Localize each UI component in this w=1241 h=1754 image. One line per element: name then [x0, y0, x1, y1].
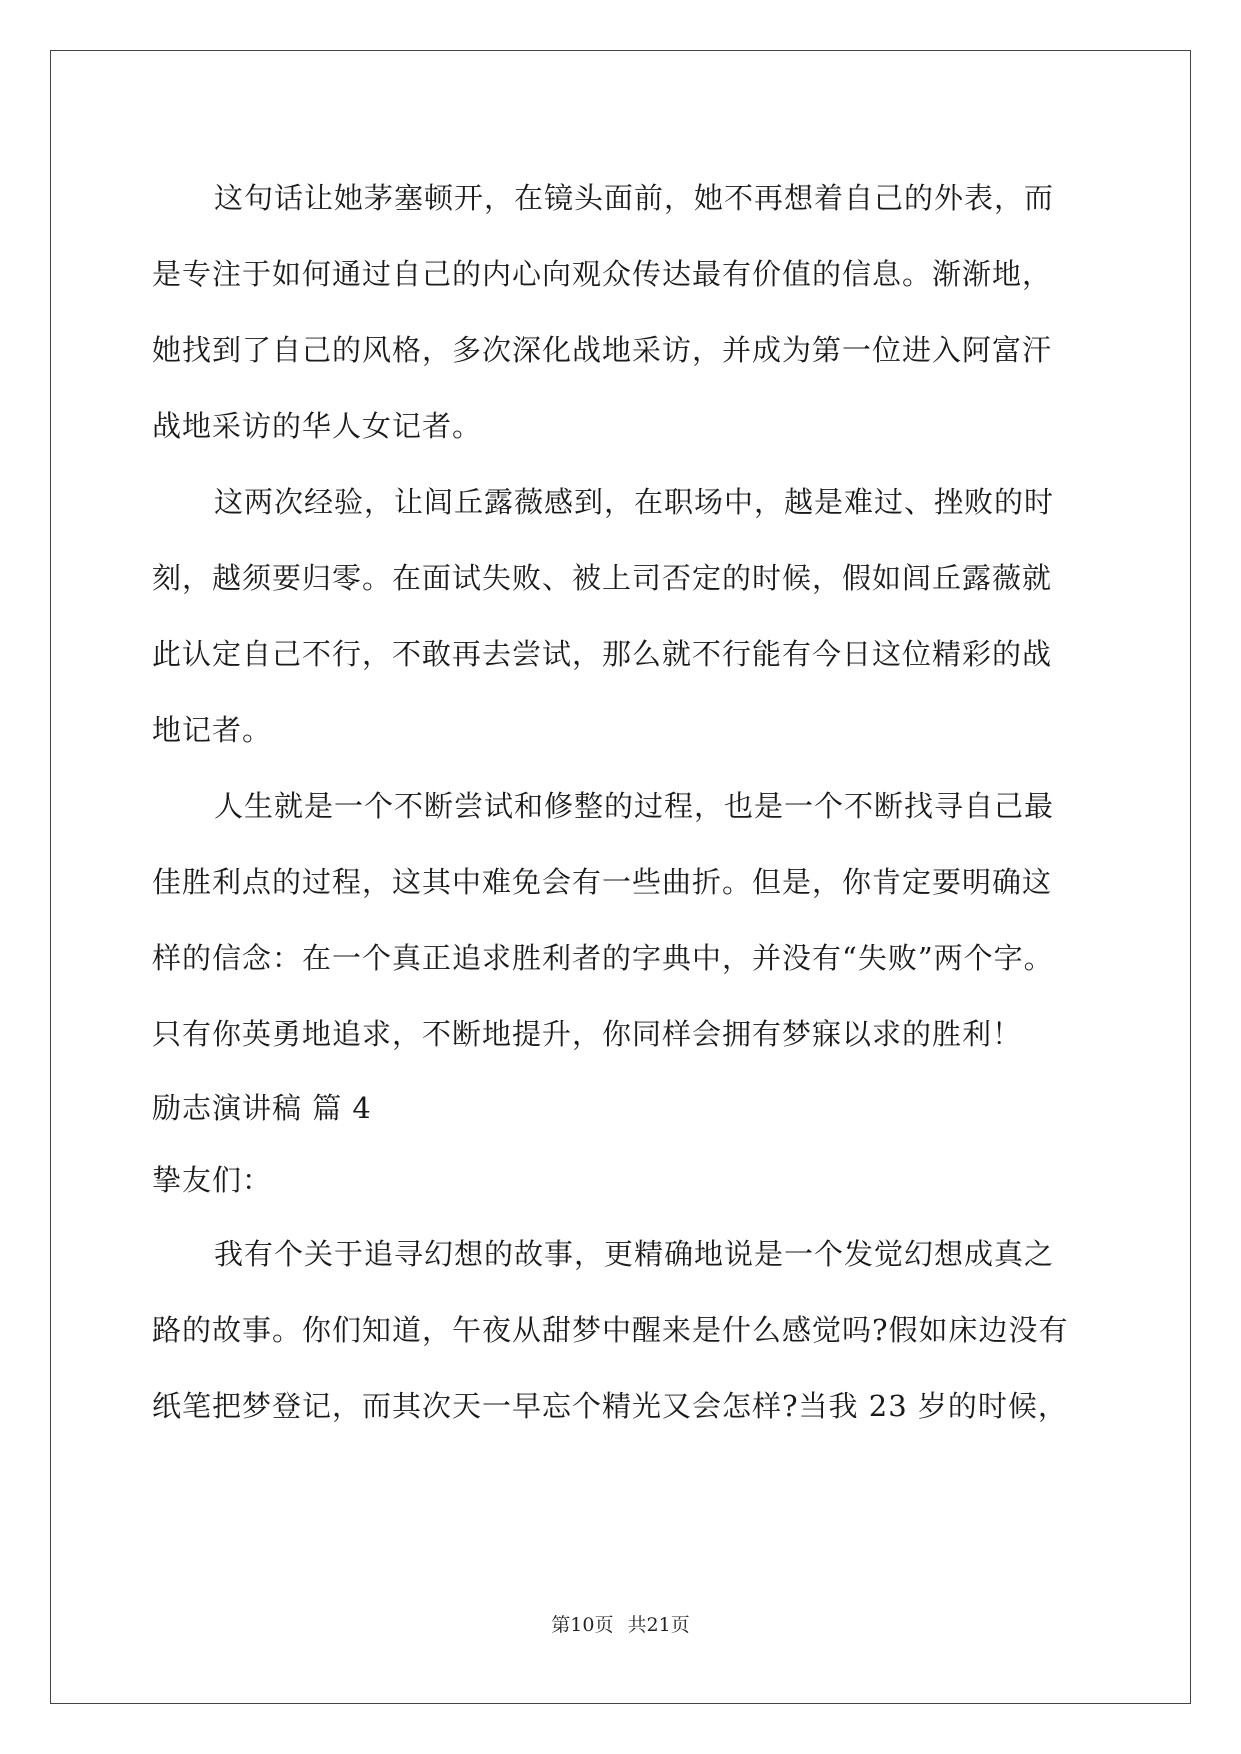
- paragraph-2-line-2: 刻，越须要归零。在面试失败、被上司否定的时候，假如闾丘露薇就: [152, 561, 1053, 595]
- current-page-number: 第10页: [551, 1614, 614, 1636]
- paragraph-3-line-3: 样的信念：在一个真正追求胜利者的字典中，并没有“失败”两个字。: [152, 941, 1054, 975]
- paragraph-1-line-1: 这句话让她茅塞顿开，在镜头面前，她不再想着自己的外表，而: [214, 181, 1055, 215]
- page-footer: [0, 1610, 1241, 1637]
- paragraph-1-line-2: 是专注于如何通过自己的内心向观众传达最有价值的信息。渐渐地，: [152, 257, 1053, 291]
- paragraph-4-line-1: 我有个关于追寻幻想的故事，更精确地说是一个发觉幻想成真之: [214, 1237, 1055, 1271]
- paragraph-4-line-3: 纸笔把梦登记，而其次天一早忘个精光又会怎样?当我 23 岁的时候，: [152, 1389, 1068, 1423]
- paragraph-3-line-1: 人生就是一个不断尝试和修整的过程，也是一个不断找寻自己最: [214, 789, 1055, 823]
- paragraph-3-line-2: 佳胜利点的过程，这其中难免会有一些曲折。但是，你肯定要明确这: [152, 865, 1053, 899]
- paragraph-2-line-4: 地记者。: [152, 713, 273, 747]
- section-title: 励志演讲稿 篇 4: [152, 1091, 372, 1125]
- paragraph-1-line-4: 战地采访的华人女记者。: [152, 409, 483, 443]
- paragraph-4-line-2: 路的故事。你们知道，午夜从甜梦中醒来是什么感觉吗?假如床边没有: [152, 1313, 1069, 1347]
- paragraph-3-line-4: 只有你英勇地追求，不断地提升，你同样会拥有梦寐以求的胜利！: [152, 1017, 1023, 1051]
- paragraph-2-line-1: 这两次经验，让闾丘露薇感到，在职场中，越是难过、挫败的时: [214, 485, 1055, 519]
- paragraph-1-line-3: 她找到了自己的风格，多次深化战地采访，并成为第一位进入阿富汗: [152, 333, 1053, 367]
- document-body: [152, 160, 1092, 1444]
- total-page-count: 共21页: [627, 1614, 690, 1636]
- salutation: 挚友们：: [152, 1163, 273, 1197]
- paragraph-2-line-3: 此认定自己不行，不敢再去尝试，那么就不行能有今日这位精彩的战: [152, 637, 1053, 671]
